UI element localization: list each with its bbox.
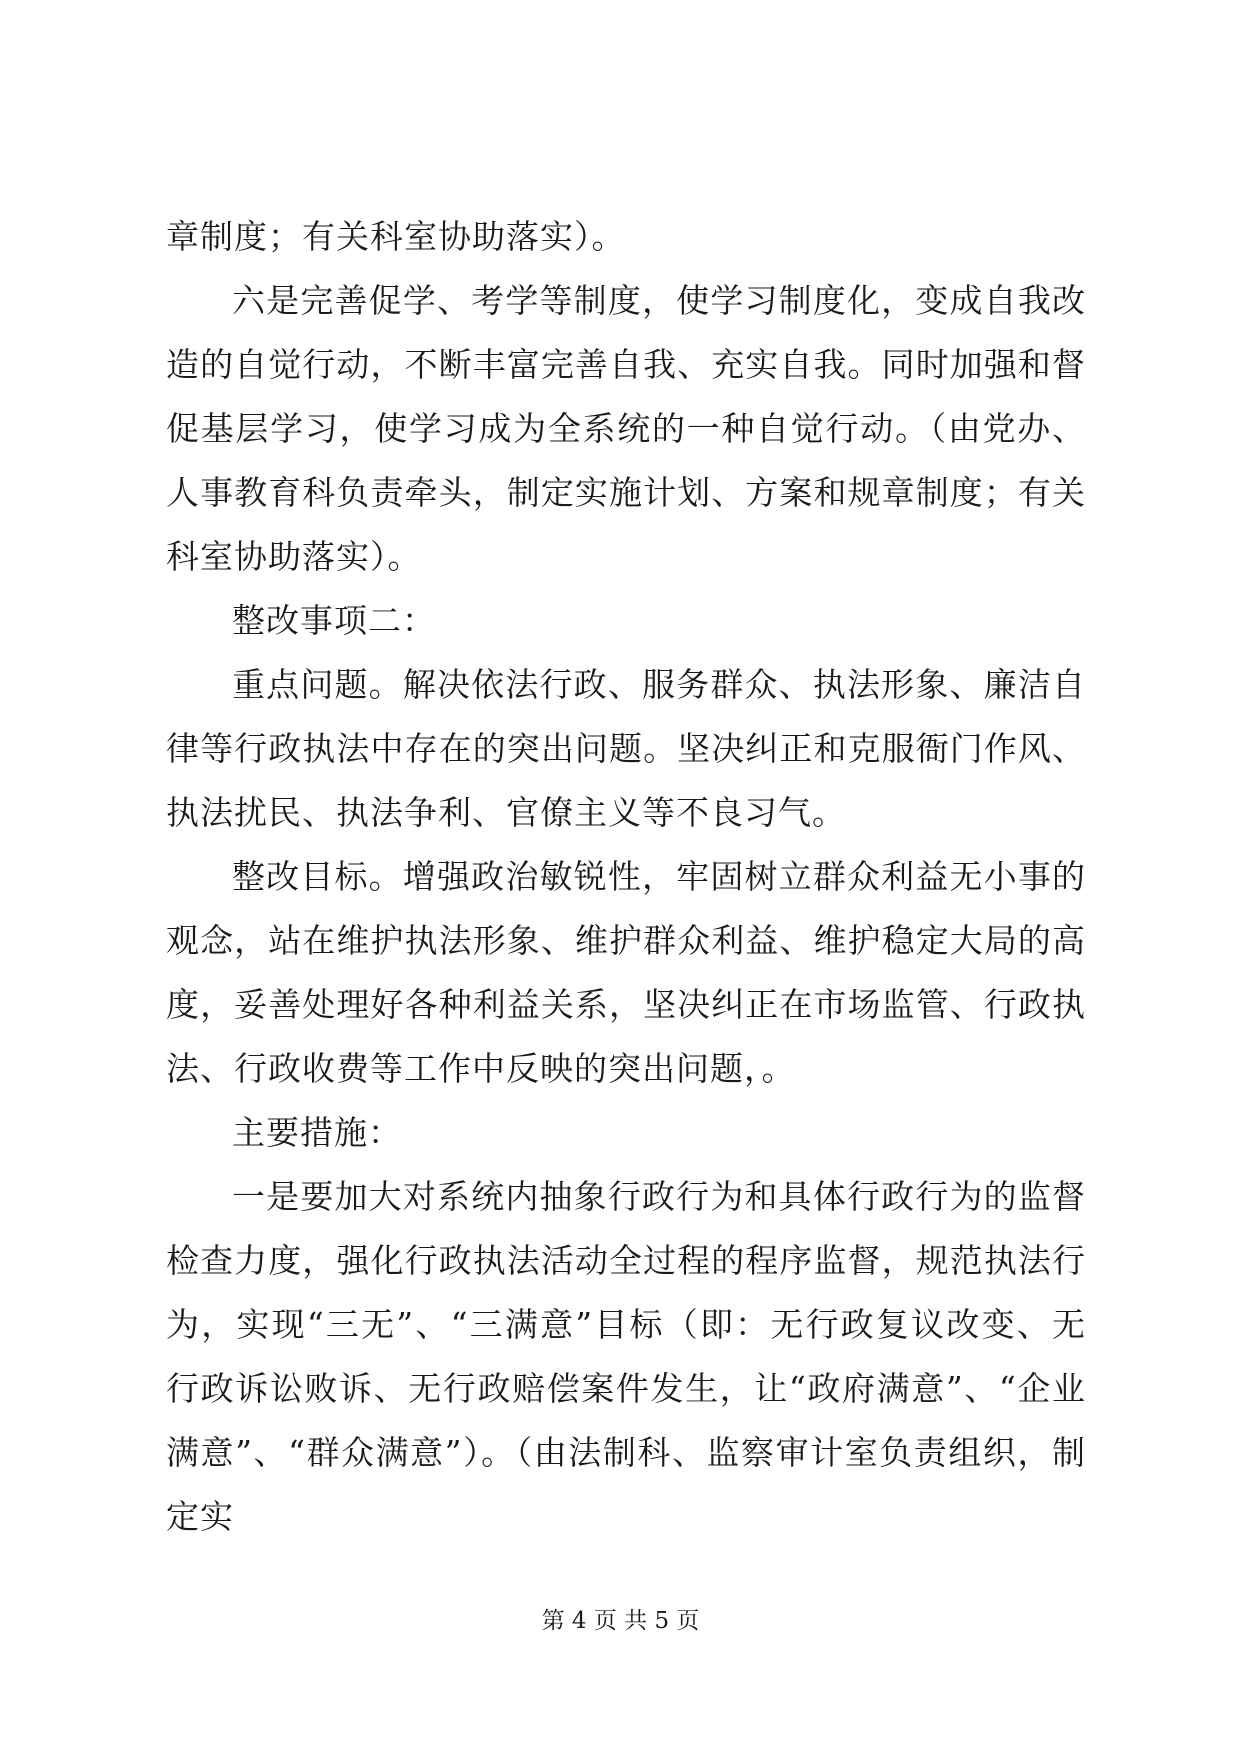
document-body xyxy=(166,205,1086,1549)
paragraph-3: 整改事项二： xyxy=(232,601,436,640)
paragraph-4: 重点问题。解决依法行政、服务群众、执法形象、廉洁自律等行政执法中存在的突出问题。坚决纠正和克服衙门作风、执法扰民、执法争利、官僚主义等不良习气。 xyxy=(166,665,1086,832)
paragraph-7: 一是要加大对系统内抽象行政行为和具体行政行为的监督检查力度，强化行政执法活动全过程的程序监督，规范执法行为，实现“三无”、“三满意”目标（即：无行政复议改变、无行政诉讼败诉、无行政赔偿案件发生，让“政府满意”、“企业满意”、“群众满意”）。（由法制科、监察审计室负责组织，制定实 xyxy=(166,1177,1086,1536)
paragraph-1: 章制度；有关科室协助落实）。 xyxy=(166,217,626,256)
paragraph-5: 整改目标。增强政治敏锐性，牢固树立群众利益无小事的观念，站在维护执法形象、维护群众利益、维护稳定大局的高度，妥善处理好各种利益关系，坚决纠正在市场监管、行政执法、行政收费等工作中反映的突出问题，。 xyxy=(166,857,1086,1088)
paragraph-6: 主要措施： xyxy=(232,1113,402,1152)
paragraph-2: 六是完善促学、考学等制度，使学习制度化，变成自我改造的自觉行动，不断丰富完善自我、充实自我。同时加强和督促基层学习，使学习成为全系统的一种自觉行动。（由党办、人事教育科负责牵头，制定实施计划、方案和规章制度；有关科室协助落实）。 xyxy=(166,281,1086,576)
page-number-footer: 第 4 页 共 5 页 xyxy=(541,1608,700,1634)
